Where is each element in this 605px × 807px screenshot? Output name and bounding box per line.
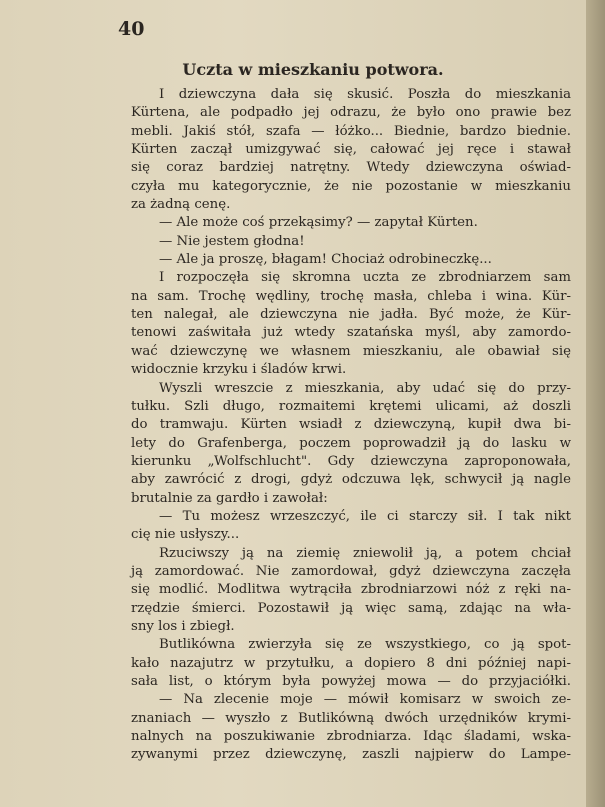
text-line: Kürten zaczął umizgywać się, całować jej ręce i stawał	[131, 142, 571, 158]
text-line: Wyszli wreszcie z mieszkania, aby udać się do przy-	[159, 380, 571, 396]
text-line: kało nazajutrz w przytułku, a dopiero 8 dni później napi-	[131, 655, 571, 671]
text-line: mebli. Jakiś stół, szafa — łóżko... Biednie, bardzo biednie.	[131, 123, 571, 139]
text-line: sny los i zbiegł.	[131, 618, 235, 634]
text-line: kierunku „Wolfschlucht". Gdy dziewczyna zaproponowała,	[131, 453, 571, 469]
text-line: wać dziewczynę we własnem mieszkaniu, ale obawiał się	[131, 343, 571, 359]
text-line: — Ale może coś przekąsimy? — zapytał Kürten.	[159, 215, 478, 231]
text-line: — Ale ja proszę, błagam! Chociaż odrobineczkę...	[159, 252, 492, 268]
text-line: zywanymi przez dziewczynę, zaszli najpierw do Lampe-	[131, 747, 571, 763]
text-line: nalnych na poszukiwanie zbrodniarza. Idąc śladami, wska-	[131, 729, 571, 745]
text-line: aby zawrócić z drogi, gdyż odczuwa lęk, schwycił ją nagle	[131, 472, 571, 488]
text-line: widocznie krzyku i śladów krwi.	[131, 362, 347, 378]
text-line: na sam. Trochę wędliny, trochę masła, chleba i wina. Kür-	[131, 288, 571, 304]
text-line: — Na zlecenie moje — mówił komisarz w swoich ze-	[159, 692, 571, 708]
text-line: Kürtena, ale podpadło jej odrazu, że było ono prawie bez	[131, 105, 571, 121]
body-text	[131, 86, 571, 765]
text-line: — Nie jestem głodna!	[159, 233, 305, 249]
text-line: ten nalegał, ale dziewczyna nie jadła. Być może, że Kür-	[131, 307, 571, 323]
text-line: ją zamordować. Nie zamordował, gdyż dziewczyna zaczęła	[131, 563, 571, 579]
text-line: tenowi zaświtała już wtedy szatańska myśl, aby zamordo-	[131, 325, 571, 341]
text-line: sała list, o którym była powyżej mowa — do przyjaciółki.	[131, 674, 571, 689]
text-line: się coraz bardziej natrętny. Wtedy dziewczyna oświad-	[131, 160, 571, 176]
text-line: — Tu możesz wrzeszczyć, ile ci starczy sił. I tak nikt	[159, 508, 571, 524]
text-line: czyła mu kategorycznie, że nie pozostanie w mieszkaniu	[131, 178, 571, 194]
text-line: I dziewczyna dała się skusić. Poszła do mieszkania	[159, 87, 571, 102]
chapter-title: Uczta w mieszkaniu potwora.	[182, 60, 444, 79]
text-line: Rzuciwszy ją na ziemię zniewolił ją, a potem chciał	[159, 545, 571, 561]
text-line: I rozpoczęła się skromna uczta ze zbrodniarzem sam	[159, 270, 571, 286]
text-line: za żadną cenę.	[131, 197, 231, 213]
text-line: znaniach — wyszło z Butlikówną dwóch urzędników krymi-	[131, 710, 571, 726]
page-edge	[586, 0, 605, 807]
text-line: tułku. Szli długo, rozmaitemi krętemi ulicami, aż doszli	[131, 398, 571, 414]
page-number: 40	[118, 18, 145, 40]
text-line: Butlikówna zwierzyła się ze wszystkiego, co ją spot-	[159, 637, 571, 653]
text-line: do tramwaju. Kürten wsiadł z dziewczyną, kupił dwa bi-	[131, 417, 571, 433]
text-line: brutalnie za gardło i zawołał:	[131, 490, 328, 506]
text-line: lety do Grafenberga, poczem poprowadził ją do lasku w	[131, 435, 571, 451]
text-line: cię nie usłyszy...	[131, 527, 240, 543]
text-line: rzędzie śmierci. Pozostawił ją więc samą, zdając na wła-	[131, 600, 571, 616]
text-line: się modlić. Modlitwa wytrąciła zbrodniarzowi nóż z ręki na-	[131, 582, 571, 598]
